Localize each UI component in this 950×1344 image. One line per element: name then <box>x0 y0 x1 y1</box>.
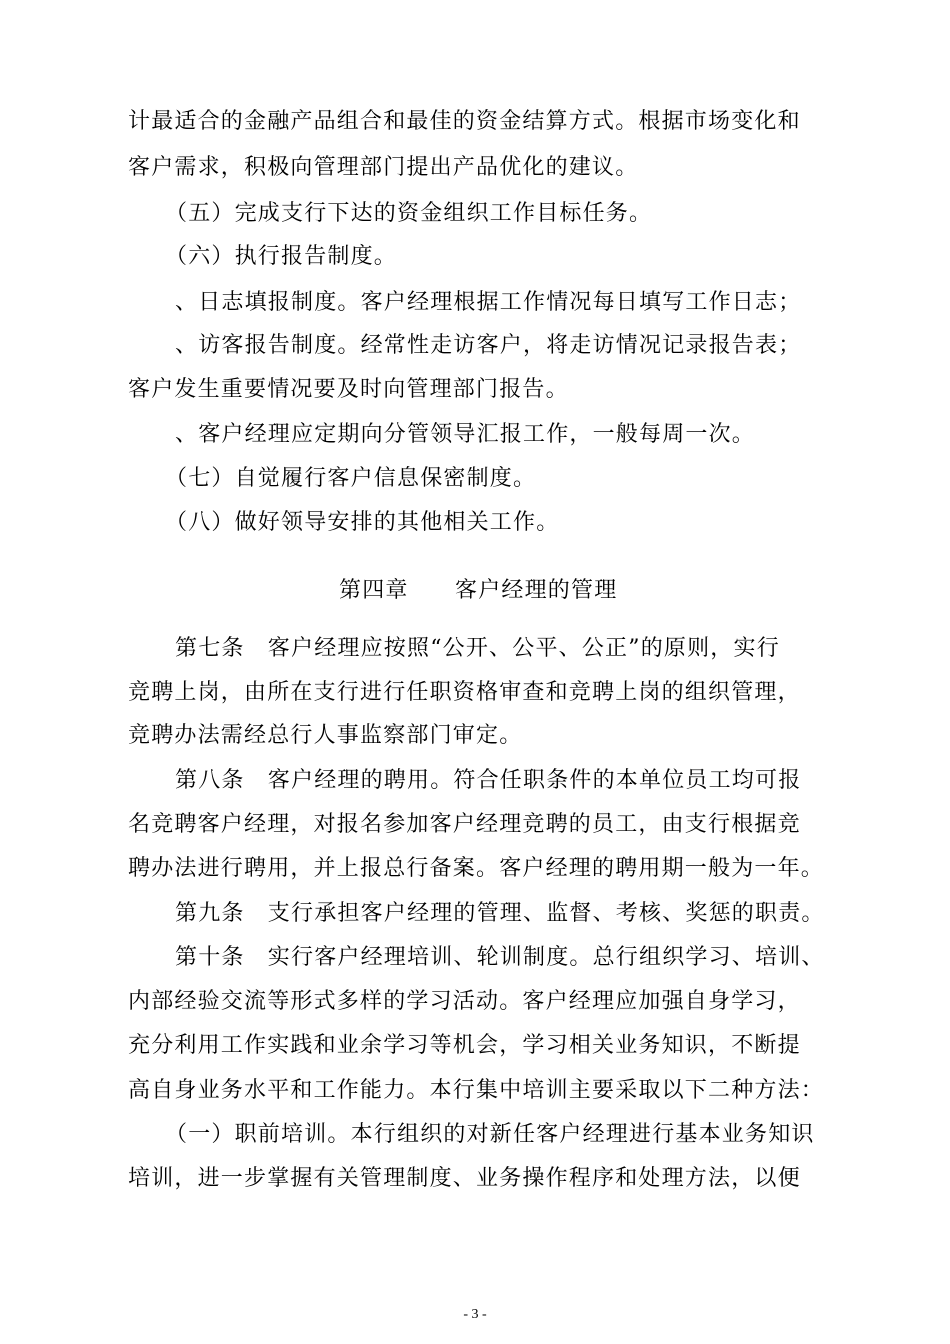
paragraph-line: 培训，进一步掌握有关管理制度、业务操作程序和处理方法，以便 <box>128 1166 801 1191</box>
paragraph-line: 客户发生重要情况要及时向管理部门报告。 <box>128 377 569 402</box>
paragraph-line: 名竞聘客户经理，对报名参加客户经理竞聘的员工，由支行根据竞 <box>128 812 801 837</box>
paragraph-line: 、客户经理应定期向分管领导汇报工作，一般每周一次。 <box>175 422 756 447</box>
paragraph-line: （八）做好领导安排的其他相关工作。 <box>165 510 560 535</box>
paragraph-line: （六）执行报告制度。 <box>165 244 398 269</box>
paragraph-line: 竞聘办法需经总行人事监察部门审定。 <box>128 723 523 748</box>
paragraph-line: 聘办法进行聘用，并上报总行备案。客户经理的聘用期一般为一年。 <box>128 856 825 881</box>
paragraph-line: 第八条 客户经理的聘用。符合任职条件的本单位员工均可报 <box>175 768 802 793</box>
page-number: - 3 - <box>463 1307 487 1322</box>
chapter-heading: 第四章 客户经理的管理 <box>339 578 618 603</box>
paragraph-line: （五）完成支行下达的资金组织工作目标任务。 <box>165 201 653 226</box>
paragraph-line: （一）职前培训。本行组织的对新任客户经理进行基本业务知识 <box>165 1122 815 1147</box>
paragraph-line: 第九条 支行承担客户经理的管理、监督、考核、奖惩的职责。 <box>175 901 825 926</box>
paragraph-line: 竞聘上岗，由所在支行进行任职资格审查和竞聘上岗的组织管理， <box>128 680 801 705</box>
paragraph-line: 客户需求，积极向管理部门提出产品优化的建议。 <box>128 155 639 180</box>
paragraph-line: 第七条 客户经理应按照“公开、公平、公正”的原则，实行 <box>175 636 780 661</box>
paragraph-line: 、访客报告制度。经常性走访客户，将走访情况记录报告表； <box>175 333 802 358</box>
paragraph-line: 内部经验交流等形式多样的学习活动。客户经理应加强自身学习， <box>128 989 801 1014</box>
paragraph-line: 第十条 实行客户经理培训、轮训制度。总行组织学习、培训、 <box>175 945 825 970</box>
paragraph-line: 充分利用工作实践和业余学习等机会，学习相关业务知识，不断提 <box>128 1033 801 1058</box>
paragraph-line: 、日志填报制度。客户经理根据工作情况每日填写工作日志； <box>175 290 802 315</box>
paragraph-line: 高自身业务水平和工作能力。本行集中培训主要采取以下二种方法： <box>128 1078 825 1103</box>
paragraph-line: 计最适合的金融产品组合和最佳的资金结算方式。根据市场变化和 <box>128 109 801 134</box>
paragraph-line: （七）自觉履行客户信息保密制度。 <box>165 466 537 491</box>
